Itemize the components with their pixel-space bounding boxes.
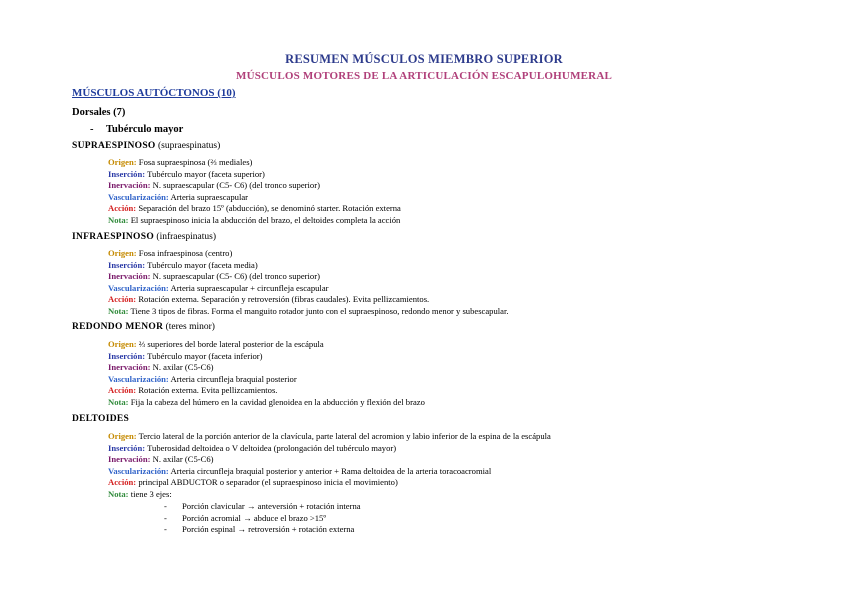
attr-nota	[108, 489, 828, 501]
attr-accion	[108, 203, 828, 215]
value-insercion: Tubérculo mayor (faceta media)	[147, 259, 258, 270]
attr-inervacion	[108, 362, 828, 374]
attr-vascularizacion	[108, 374, 828, 386]
value-insercion: Tubérculo mayor (faceta inferior)	[147, 350, 263, 361]
muscle-name: INFRAESPINOSO	[72, 232, 155, 242]
attr-vascularizacion	[108, 192, 828, 204]
attr-nota	[108, 397, 828, 409]
muscle-name: SUPRAESPINOSO	[72, 141, 156, 151]
label-nota: Nota:	[108, 488, 129, 499]
attr-inervacion	[108, 271, 828, 283]
muscle-heading-deltoides	[72, 414, 129, 424]
value-accion: Rotación externa. Separación y retroversión (fibras caudales). Evita pellizcamientos.	[138, 294, 430, 305]
list-item-text: Porción clavicular → anteversión + rotación interna	[182, 501, 361, 511]
value-origen: Fosa supraespinosa (⅔ mediales)	[138, 157, 253, 167]
muscle-alias: (teres minor)	[165, 322, 215, 332]
value-inervacion: N. supraescapular (C5- C6) (del tronco superior)	[152, 271, 320, 282]
muscle-attributes-redondo-menor	[108, 339, 828, 408]
list-dash: -	[164, 501, 167, 511]
label-inervacion: Inervación:	[108, 180, 151, 191]
subheading-dorsales: Dorsales (7)	[72, 107, 126, 118]
attr-insercion	[108, 169, 828, 181]
list-item	[164, 513, 361, 525]
attr-vascularizacion	[108, 283, 828, 295]
muscle-heading-infraespinoso	[72, 232, 216, 242]
list-item-text: Porción espinal → retroversión + rotación externa	[182, 524, 355, 534]
value-accion: principal ABDUCTOR o separador (el supraespinoso inicia el movimiento)	[138, 477, 398, 488]
label-accion: Acción:	[108, 294, 137, 305]
document-subtitle: MÚSCULOS MOTORES DE LA ARTICULACIÓN ESCAPULOHUMERAL	[235, 70, 613, 82]
attr-nota	[108, 306, 828, 318]
value-vascularizacion: Arteria supraescapular + circunfleja escapular	[170, 282, 329, 293]
label-origen: Origen:	[108, 157, 137, 167]
label-vascularizacion: Vascularización:	[108, 465, 169, 476]
label-inervacion: Inervación:	[108, 362, 151, 373]
muscle-attributes-deltoides	[108, 431, 828, 500]
attr-insercion	[108, 443, 828, 455]
value-origen: Fosa infraespinosa (centro)	[138, 248, 233, 258]
attr-accion	[108, 385, 828, 397]
attr-origen	[108, 248, 828, 260]
label-insercion: Inserción:	[108, 442, 146, 453]
value-nota: Tiene 3 tipos de fibras. Forma el manguito rotador junto con el supraespinoso, redondo menor y subescapular.	[130, 305, 509, 316]
list-item	[164, 501, 361, 513]
label-nota: Nota:	[108, 305, 129, 316]
label-vascularizacion: Vascularización:	[108, 373, 169, 384]
label-vascularizacion: Vascularización:	[108, 191, 169, 202]
label-origen: Origen:	[108, 248, 137, 258]
label-inervacion: Inervación:	[108, 271, 151, 282]
value-nota: Fija la cabeza del húmero en la cavidad glenoidea en la abducción y flexión del brazo	[130, 396, 425, 407]
muscle-alias: (supraespinatus)	[158, 141, 221, 151]
label-accion: Acción:	[108, 385, 137, 396]
label-insercion: Inserción:	[108, 168, 146, 179]
bullet-dash: -	[90, 124, 94, 135]
value-insercion: Tubérculo mayor (faceta superior)	[147, 168, 265, 179]
value-inervacion: N. supraescapular (C5- C6) (del tronco superior)	[152, 180, 320, 191]
value-accion: Separación del brazo 15º (abducción), se denominó starter. Rotación externa	[138, 203, 401, 214]
attr-inervacion	[108, 180, 828, 192]
value-inervacion: N. axilar (C5-C6)	[152, 454, 214, 465]
section-heading: MÚSCULOS AUTÓCTONOS (10)	[72, 87, 236, 99]
attr-accion	[108, 294, 828, 306]
attr-inervacion	[108, 454, 828, 466]
label-inervacion: Inervación:	[108, 454, 151, 465]
attr-accion	[108, 477, 828, 489]
label-insercion: Inserción:	[108, 259, 146, 270]
label-origen: Origen:	[108, 431, 137, 441]
list-item	[164, 524, 361, 536]
attr-origen	[108, 157, 828, 169]
muscle-name: REDONDO MENOR	[72, 322, 164, 332]
label-vascularizacion: Vascularización:	[108, 282, 169, 293]
list-dash: -	[164, 512, 167, 523]
attr-insercion	[108, 260, 828, 272]
muscle-heading-supraespinoso	[72, 141, 220, 151]
muscle-name: DELTOIDES	[72, 414, 130, 424]
attr-insercion	[108, 351, 828, 363]
value-accion: Rotación externa. Evita pellizcamientos.	[138, 385, 278, 396]
label-insercion: Inserción:	[108, 350, 146, 361]
value-origen: ⅔ superiores del borde lateral posterior de la escápula	[138, 339, 324, 349]
list-item-text: Porción acromial → abduce el brazo >15º	[182, 512, 327, 523]
attr-nota	[108, 215, 828, 227]
muscle-heading-redondo-menor	[72, 322, 215, 332]
attr-origen	[108, 431, 828, 443]
value-vascularizacion: Arteria circunfleja braquial posterior	[170, 373, 297, 384]
value-nota: El supraespinoso inicia la abducción del brazo, el deltoides completa la acción	[130, 214, 401, 225]
label-accion: Acción:	[108, 477, 137, 488]
muscle-attributes-infraespinoso	[108, 248, 828, 317]
muscle-alias: (infraespinatus)	[156, 232, 217, 242]
label-accion: Acción:	[108, 203, 137, 214]
deltoides-ejes-list	[164, 501, 361, 536]
list-dash: -	[164, 524, 167, 534]
value-inervacion: N. axilar (C5-C6)	[152, 362, 214, 373]
label-origen: Origen:	[108, 339, 137, 349]
label-nota: Nota:	[108, 214, 129, 225]
muscle-attributes-supraespinoso	[108, 157, 828, 226]
document-title: RESUMEN MÚSCULOS MIEMBRO SUPERIOR	[285, 52, 563, 66]
label-nota: Nota:	[108, 396, 129, 407]
attr-vascularizacion	[108, 466, 828, 478]
value-nota: tiene 3 ejes:	[130, 488, 172, 499]
value-vascularizacion: Arteria circunfleja braquial posterior y anterior + Rama deltoidea de la arteria toracoacromial	[170, 465, 492, 476]
bullet-tuberculo-mayor	[90, 124, 183, 135]
value-vascularizacion: Arteria supraescapular	[170, 191, 249, 202]
attr-origen	[108, 339, 828, 351]
value-insercion: Tuberosidad deltoidea o V deltoidea (prolongación del tubérculo mayor)	[147, 442, 397, 453]
value-origen: Tercio lateral de la porción anterior de la clavícula, parte lateral del acromion y labio inferior de la espina de la escápula	[138, 431, 551, 441]
bullet-text: Tubérculo mayor	[106, 124, 184, 135]
